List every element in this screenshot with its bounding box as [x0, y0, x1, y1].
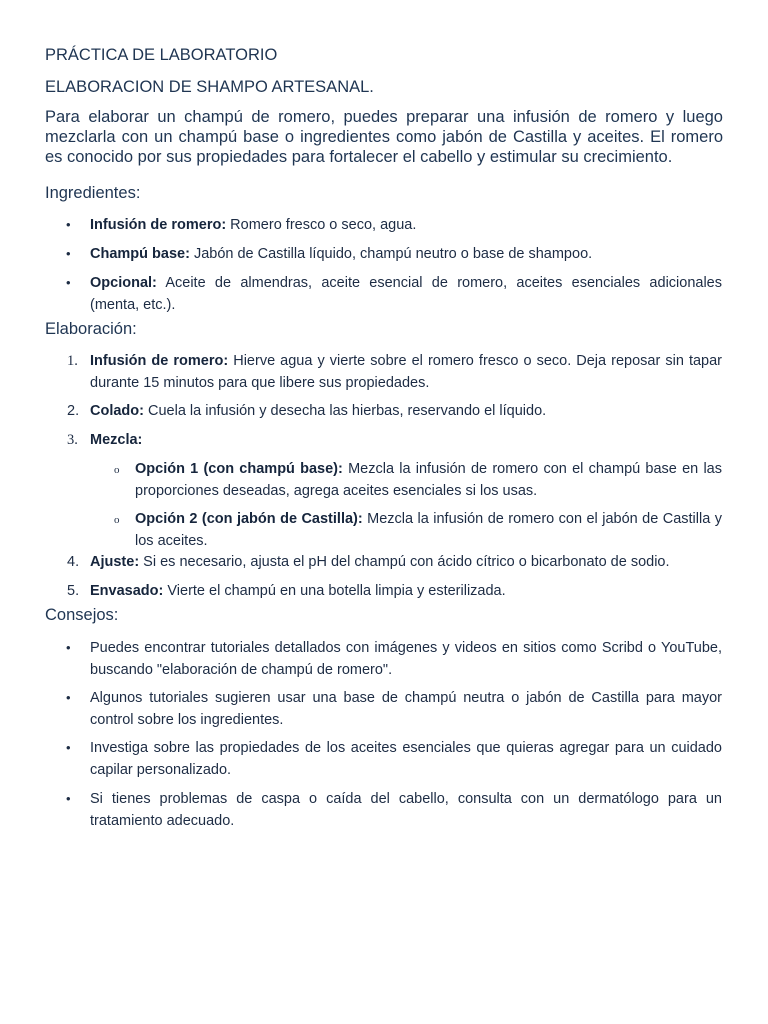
bullet-icon: •: [66, 275, 71, 290]
suboption-text: Mezcla la infusión de romero con el jabón de Castilla y los aceites.: [135, 511, 722, 549]
step-item: [90, 580, 722, 602]
step-item: [90, 429, 722, 451]
circle-bullet-icon: o: [114, 514, 120, 526]
suboption-text: Mezcla la infusión de romero con el champú base en las proporciones deseadas, agrega aceites esenciales si los usas.: [135, 461, 722, 499]
step-item: [90, 350, 722, 394]
bullet-icon: •: [66, 740, 71, 755]
elaboration-heading: Elaboración:: [45, 320, 137, 338]
step-label: Colado:: [90, 403, 144, 419]
tip-item: Puedes encontrar tutoriales detallados con imágenes y videos en sitios como Scribd o YouTube, buscando "elaboración de champú de romero".: [90, 640, 722, 678]
bullet-icon: •: [66, 690, 71, 705]
step-item: [90, 551, 722, 573]
ingredient-item: [90, 214, 722, 236]
suboption-label: Opción 2 (con jabón de Castilla):: [135, 511, 363, 527]
ingredient-label: Champú base:: [90, 246, 190, 262]
step-number: 3.: [67, 432, 78, 448]
tip-item: Investiga sobre las propiedades de los aceites esenciales que quieras agregar para un cuidado capilar personalizado.: [90, 740, 722, 778]
ingredients-heading: Ingredientes:: [45, 184, 141, 202]
step-label: Infusión de romero:: [90, 353, 229, 369]
ingredient-label: Infusión de romero:: [90, 217, 227, 233]
ingredient-item: [90, 243, 722, 265]
step-label: Envasado:: [90, 583, 164, 599]
step-number: 1.: [67, 353, 78, 369]
document-title: PRÁCTICA DE LABORATORIO: [45, 46, 278, 64]
step-label: Mezcla:: [90, 432, 143, 448]
ingredient-text: Jabón de Castilla líquido, champú neutro o base de shampoo.: [189, 246, 593, 262]
step-text: Vierte el champú en una botella limpia y esterilizada.: [163, 583, 506, 599]
step-number: 2.: [67, 403, 80, 419]
circle-bullet-icon: o: [114, 464, 120, 476]
step-item: [90, 400, 722, 422]
bullet-icon: •: [66, 217, 71, 232]
ingredient-text: Aceite de almendras, aceite esencial de romero, aceites esenciales adicionales (menta, etc.).: [90, 275, 722, 313]
document-subtitle: ELABORACION DE SHAMPO ARTESANAL.: [45, 78, 374, 96]
suboption-item: [135, 508, 722, 552]
ingredient-label: Opcional:: [90, 275, 157, 291]
step-number: 4.: [67, 554, 80, 570]
step-text: Si es necesario, ajusta el pH del champú con ácido cítrico o bicarbonato de sodio.: [139, 554, 670, 570]
intro-paragraph: Para elaborar un champú de romero, puedes preparar una infusión de romero y luego mezclarla con un champú base o ingredientes como jabón de Castilla y aceites. El romero es conocido por sus propiedades para fortalecer el cabello y estimular su crecimiento.: [45, 108, 723, 166]
bullet-icon: •: [66, 246, 71, 261]
suboption-item: [135, 458, 722, 502]
ingredient-item: [90, 272, 722, 316]
bullet-icon: •: [66, 640, 71, 655]
ingredient-text: Romero fresco o seco, agua.: [226, 217, 417, 233]
step-number: 5.: [67, 583, 80, 599]
bullet-icon: •: [66, 791, 71, 806]
tips-heading: Consejos:: [45, 606, 119, 624]
step-text: Hierve agua y vierte sobre el romero fresco o seco. Deja reposar sin tapar durante 15 minutos para que libere sus propiedades.: [90, 353, 722, 391]
suboption-label: Opción 1 (con champú base):: [135, 461, 343, 477]
step-label: Ajuste:: [90, 554, 140, 570]
tip-item: Algunos tutoriales sugieren usar una base de champú neutra o jabón de Castilla para mayor control sobre los ingredientes.: [90, 690, 722, 728]
step-text: Cuela la infusión y desecha las hierbas, reservando el líquido.: [143, 403, 547, 419]
tip-item: Si tienes problemas de caspa o caída del cabello, consulta con un dermatólogo para un tratamiento adecuado.: [90, 791, 722, 829]
